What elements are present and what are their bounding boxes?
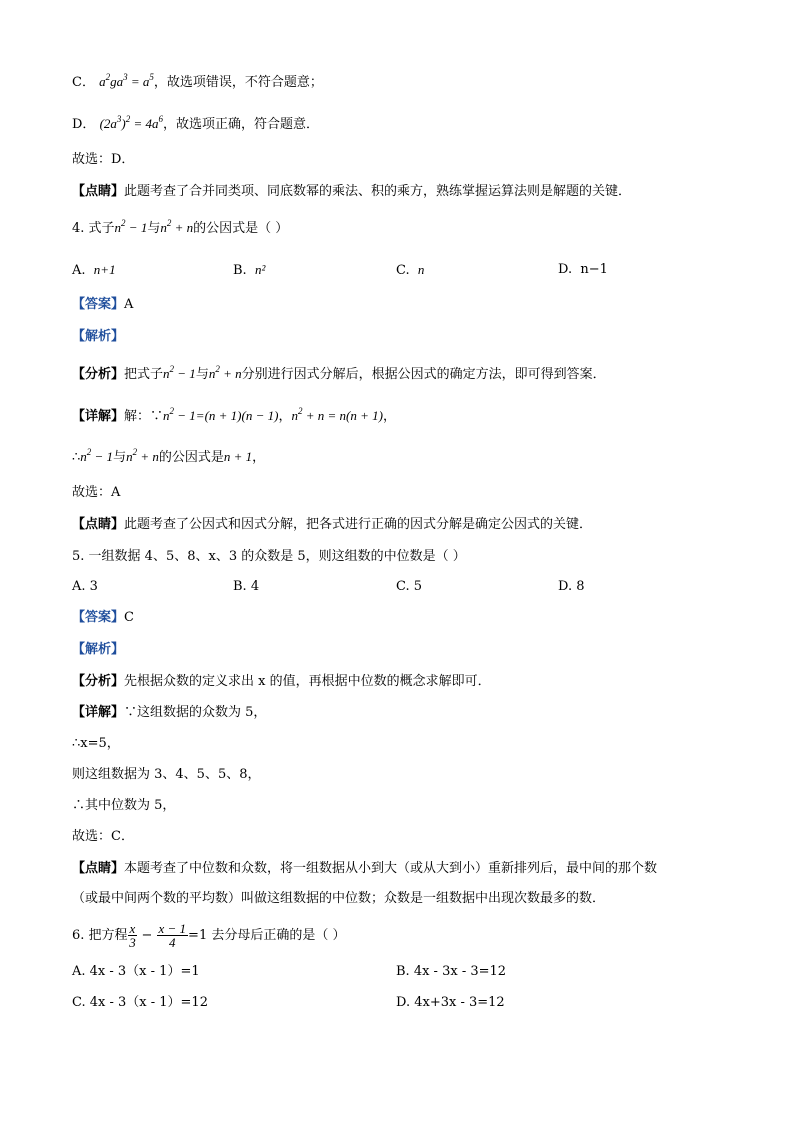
minus-sign: − <box>137 928 157 943</box>
q4-option-a <box>72 260 116 281</box>
answer-tag: 【答案】 <box>72 297 125 312</box>
q4-detail <box>72 406 396 427</box>
q5-option-b: B. 4 <box>233 579 260 594</box>
q4-choose: 故选：A <box>72 485 121 500</box>
q4-option-d <box>558 260 608 280</box>
option-label: C. <box>396 263 410 278</box>
option-value: n² <box>254 262 266 277</box>
q4-comment <box>72 515 592 535</box>
option-label: B. <box>233 263 247 278</box>
text: 把式子 <box>124 367 164 382</box>
option-value: n−1 <box>580 262 608 277</box>
detail-tag: 【详解】 <box>72 409 125 424</box>
option-text: ，故选项错误，不符合题意； <box>153 75 323 90</box>
math-expression: n + 1 <box>223 449 253 464</box>
q5-analysis-tag <box>72 640 124 660</box>
stem-suffix: =1 去分母后正确的是（ ） <box>188 928 346 943</box>
detail-tag: 【详解】 <box>72 705 125 720</box>
math-expression: $n^2 + n = n(n + 1)$ <box>291 406 383 423</box>
math-expression: $n^2 - 1$ <box>114 218 148 235</box>
math-expression: $n^2 - 1=(n + 1)(n - 1)$ <box>163 406 279 423</box>
q6-stem <box>72 922 345 950</box>
text: 先根据众数的定义求出 x 的值，再根据中位数的概念求解即可． <box>124 674 491 689</box>
q4-analysis-tag <box>72 327 124 347</box>
math-expression: $n^2 + n$ <box>126 447 159 464</box>
stem-suffix: 的公因式是（ ） <box>193 221 289 236</box>
text: 分别进行因式分解后，根据公因式的确定方法，即可得到答案． <box>241 367 606 382</box>
option-label: A. <box>72 263 86 278</box>
option-text: ，故选项正确，符合题意． <box>163 117 320 132</box>
fraction-x-minus-1-over-4: $\frac{x - 1}{4}$ <box>158 921 187 950</box>
text: 与 <box>113 450 127 465</box>
q3-choose: 故选：D． <box>72 152 135 167</box>
option-label: D． <box>72 117 96 132</box>
text: 与 <box>195 367 209 382</box>
math-expression: $(2a^3)^2 = 4a^6$ <box>99 114 164 131</box>
option-c-line <box>72 72 323 93</box>
answer-value: A <box>124 297 134 312</box>
q4-option-b <box>233 260 265 281</box>
separator: ， <box>382 409 396 424</box>
option-label: C． <box>72 75 95 90</box>
q5-comment-2: （或最中间两个数的平均数）叫做这组数据的中位数；众数是一组数据中出现次数最多的数． <box>72 891 606 906</box>
q6-option-d: D. 4x+3x - 3=12 <box>396 995 505 1010</box>
text: ∴ <box>72 450 81 465</box>
q5-option-c: C. 5 <box>396 579 423 594</box>
fenxi-tag: 【分析】 <box>72 367 125 382</box>
stem-prefix: 4. 式子 <box>72 221 115 236</box>
option-value: n+1 <box>93 262 116 277</box>
math-expression: $a^2ga^3 = a^5$ <box>99 72 154 89</box>
fraction-x-over-3: $\frac{x}{3}$ <box>129 921 136 950</box>
analysis-tag: 【解析】 <box>72 642 125 657</box>
q6-option-a: A. 4x - 3（x - 1）=1 <box>72 964 200 979</box>
text: 的公因式是 <box>158 450 224 465</box>
q5-stem: 5. 一组数据 4、5、8、x、3 的众数是 5，则这组数的中位数是（ ） <box>72 549 466 564</box>
q5-step1: ∴x=5， <box>72 736 120 751</box>
comment-tag: 【点睛】 <box>72 184 125 199</box>
comment-text: 本题考查了中位数和众数，将一组数据从小到大（或从大到小）重新排列后，最中间的那个数 <box>124 861 658 876</box>
comment-tag: 【点睛】 <box>72 517 125 532</box>
q5-step3: ∴其中位数为 5， <box>72 798 176 813</box>
text: ∵这组数据的众数为 5， <box>124 705 267 720</box>
separator: ， <box>252 450 266 465</box>
q6-option-b: B. 4x - 3x - 3=12 <box>396 964 507 979</box>
math-expression: $n^2 + n$ <box>208 364 242 381</box>
q5-fenxi <box>72 672 491 692</box>
comment-tag: 【点睛】 <box>72 861 125 876</box>
separator: ， <box>278 409 292 424</box>
stem-prefix: 6. 把方程 <box>72 928 128 943</box>
answer-value: C <box>124 610 134 625</box>
q4-stem <box>72 218 288 239</box>
q5-option-d: D. 8 <box>558 579 585 594</box>
answer-tag: 【答案】 <box>72 610 125 625</box>
comment-text: 此题考查了公因式和因式分解，把各式进行正确的因式分解是确定公因式的关键． <box>124 517 593 532</box>
q6-option-c: C. 4x - 3（x - 1）=12 <box>72 995 208 1010</box>
analysis-tag: 【解析】 <box>72 329 125 344</box>
stem-mid: 与 <box>147 221 161 236</box>
q3-comment <box>72 182 631 202</box>
math-expression: $n^2 - 1$ <box>163 364 196 381</box>
math-expression: $n^2 + n$ <box>160 218 194 235</box>
text: 解：∵ <box>124 409 164 424</box>
q5-option-a: A. 3 <box>72 579 98 594</box>
fenxi-tag: 【分析】 <box>72 674 125 689</box>
q4-therefore <box>72 447 265 468</box>
option-label: D. <box>558 262 573 277</box>
option-d-line <box>72 114 319 135</box>
q5-choose: 故选：C． <box>72 829 134 844</box>
q4-fenxi <box>72 364 606 385</box>
q4-answer <box>72 295 133 315</box>
q5-answer <box>72 608 134 628</box>
q4-option-c <box>396 260 424 281</box>
q5-step2: 则这组数据为 3、4、5、5、8， <box>72 767 261 782</box>
q5-comment-1 <box>72 859 657 879</box>
comment-text: 此题考查了合并同类项、同底数幂的乘法、积的乘方，熟练掌握运算法则是解题的关键． <box>124 184 632 199</box>
q5-detail <box>72 703 266 723</box>
option-value: n <box>417 262 425 277</box>
math-expression: $n^2 - 1$ <box>80 447 114 464</box>
